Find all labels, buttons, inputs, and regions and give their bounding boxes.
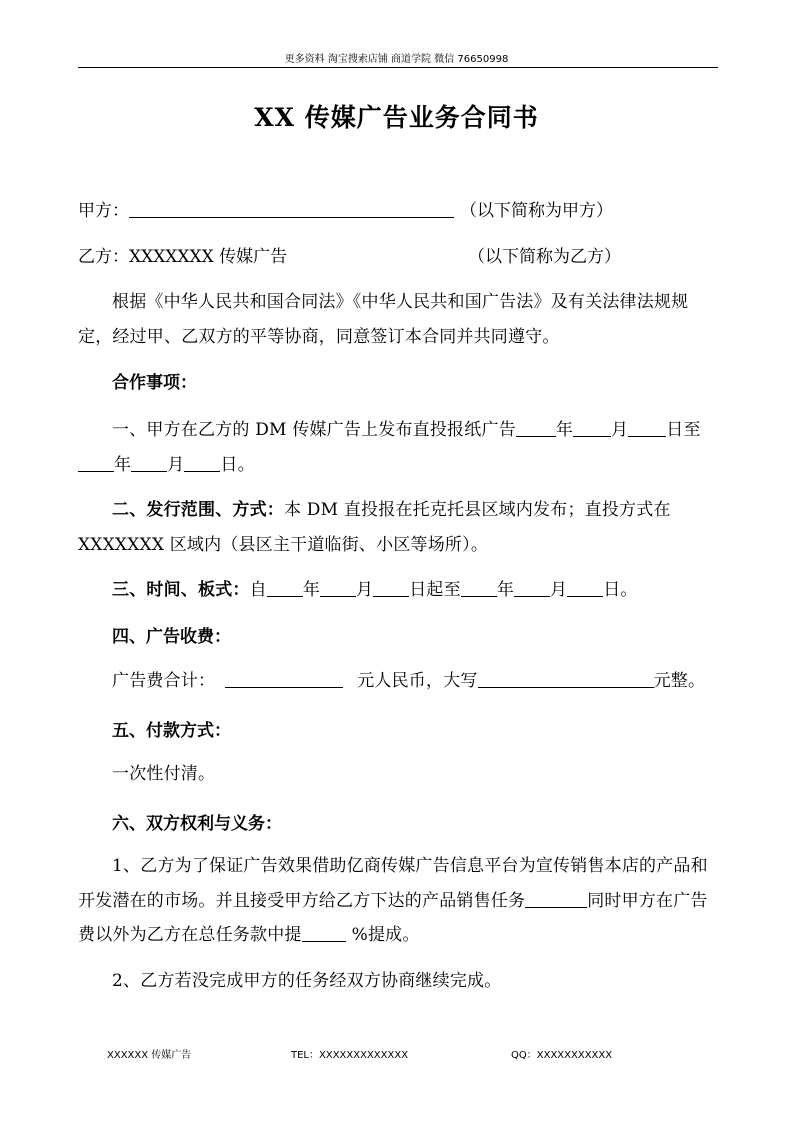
item-2-heading: 二、发行范围、方式： [112, 500, 284, 520]
year-blank [516, 418, 556, 437]
item-2-paragraph [78, 493, 718, 562]
month-label: 月 [550, 580, 568, 600]
fee-mid: 元人民币，大写 [357, 671, 478, 691]
day-end-label: 日。 [603, 580, 638, 600]
day-blank [184, 453, 220, 472]
intro-paragraph: 根据《中华人民共和国合同法》《中华人民共和国广告法》及有关法律法规规定，经过甲、乙双方的平等协商，同意签订本合同并共同遵守。 [78, 292, 689, 347]
party-b-note: （以下简称为乙方） [468, 247, 621, 267]
item-6-heading: 六、双方权利与义务： [112, 814, 282, 834]
party-b-label: 乙方：XXXXXXX 传媒广告 [78, 247, 288, 267]
party-b-line [78, 242, 718, 272]
item-5-heading: 五、付款方式： [112, 721, 231, 741]
year-label: 年 [555, 420, 574, 440]
party-a-line [78, 196, 718, 226]
footer-company: XXXXXX 传媒广告 [107, 1050, 192, 1061]
sales-target-blank [525, 889, 587, 908]
from-label: 自 [249, 580, 267, 600]
commission-blank [302, 923, 346, 942]
footer-tel: TEL：XXXXXXXXXXXXX [291, 1050, 409, 1061]
day-blank [373, 578, 409, 597]
day-end-label: 日。 [220, 454, 255, 475]
footer-qq: QQ：XXXXXXXXXXX [511, 1050, 613, 1061]
page-header: 更多资料 淘宝搜索店铺 商道学院 微信 76650998 [284, 54, 509, 65]
item-1-prefix: 一、甲方在乙方的 DM 传媒广告上发布直投报纸广告 [112, 420, 516, 440]
fee-amount-blank [225, 669, 343, 688]
fee-end: 元整。 [653, 671, 706, 691]
item-3-paragraph [78, 573, 718, 608]
payment-text: 一次性付清。 [112, 764, 216, 784]
year-label: 年 [302, 580, 321, 600]
item-1-paragraph [78, 413, 718, 482]
party-a-blank [129, 199, 454, 218]
item-3-heading: 三、时间、板式： [112, 580, 250, 600]
month-label: 月 [356, 580, 374, 600]
fee-uppercase-blank [478, 669, 654, 688]
month-blank [573, 418, 611, 437]
item-2-text: 本 DM 直投报在托克托县区域内发布；直投方式在 XXXXXXX 区域内（县区主干道临街、小区等场所）。 [78, 500, 671, 555]
clause-1-text-1: 1、乙方为了保证广告效果借助亿商传媒广告信息平台为宣传销售本店的产品和开发潜在的市场。并且接受甲方给乙方下达的产品销售任务 [78, 856, 708, 911]
year-blank [267, 578, 303, 597]
clause-1-text-3: %提成。 [351, 925, 420, 945]
to-label: 至 [683, 420, 701, 440]
month-blank [320, 578, 356, 597]
fee-line [78, 664, 718, 699]
month-label: 月 [611, 420, 629, 440]
party-a-note: （以下简称为甲方） [460, 201, 613, 221]
cooperation-heading: 合作事项： [112, 373, 197, 393]
clause-1-paragraph [78, 849, 718, 953]
item-4-heading: 四、广告收费： [112, 627, 231, 647]
month-label: 月 [167, 454, 185, 475]
header-divider [78, 67, 718, 68]
day-label: 日 [666, 420, 684, 440]
day-from-label: 日起至 [409, 580, 461, 600]
clause-1-text-2: 同时甲方在广告费以外为乙方在总任务款中提 [78, 890, 708, 945]
month-blank [514, 578, 550, 597]
year-blank [78, 453, 114, 472]
document-title: XX 传媒广告业务合同书 [254, 103, 539, 132]
party-a-label: 甲方： [78, 201, 129, 221]
year-blank [461, 578, 497, 597]
month-blank [131, 453, 167, 472]
clause-2-paragraph: 2、乙方若没完成甲方的任务经双方协商继续完成。 [112, 971, 502, 991]
day-blank [567, 578, 603, 597]
fee-label: 广告费合计： [112, 671, 216, 691]
year-label: 年 [496, 580, 515, 600]
day-blank [628, 418, 666, 437]
year-label: 年 [114, 454, 132, 475]
